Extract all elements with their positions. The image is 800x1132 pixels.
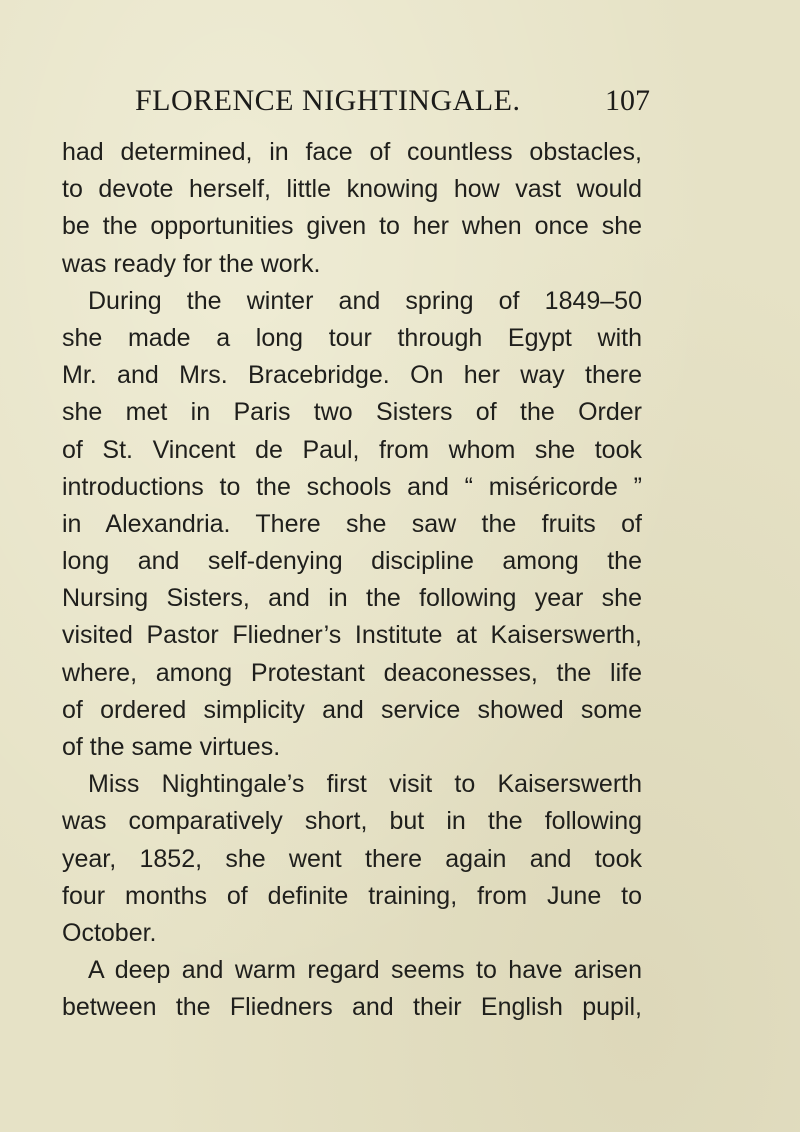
text-line: Miss Nightingale’s first visit to Kaiserswerth — [88, 770, 642, 799]
running-title: FLORENCE NIGHTINGALE. — [135, 84, 521, 117]
text-line: of St. Vincent de Paul, from whom she took — [62, 435, 642, 464]
text-line: Mr. and Mrs. Bracebridge. On her way there — [62, 361, 642, 390]
text-line: she met in Paris two Sisters of the Order — [62, 398, 642, 427]
text-line: in Alexandria. There she saw the fruits of — [62, 509, 642, 538]
text-line: year, 1852, she went there again and took — [62, 844, 642, 873]
text-line: of the same virtues. — [62, 733, 281, 761]
text-line: introductions to the schools and “ miséricorde ” — [62, 472, 642, 501]
body-text — [62, 134, 642, 1027]
running-head — [135, 84, 650, 124]
text-line: four months of definite training, from June to — [62, 881, 642, 910]
text-line: to devote herself, little knowing how vast would — [62, 175, 642, 204]
text-line: where, among Protestant deaconesses, the life — [62, 658, 642, 687]
text-line: was comparatively short, but in the following — [62, 807, 642, 836]
text-line: between the Fliedners and their English pupil, — [62, 993, 642, 1022]
text-line: October. — [62, 918, 157, 947]
text-line: of ordered simplicity and service showed some — [62, 695, 642, 724]
text-line: A deep and warm regard seems to have arisen — [88, 956, 642, 985]
text-line: had determined, in face of countless obstacles, — [62, 138, 642, 166]
text-line: visited Pastor Fliedner’s Institute at Kaiserswerth, — [62, 621, 642, 650]
text-line: Nursing Sisters, and in the following year she — [62, 584, 642, 613]
text-line: was ready for the work. — [62, 249, 321, 278]
page-number: 107 — [605, 84, 650, 117]
text-line: During the winter and spring of 1849–50 — [88, 286, 642, 315]
text-line: she made a long tour through Egypt with — [62, 323, 642, 352]
text-line: long and self-denying discipline among the — [62, 547, 642, 576]
text-line: be the opportunities given to her when once she — [62, 212, 642, 241]
